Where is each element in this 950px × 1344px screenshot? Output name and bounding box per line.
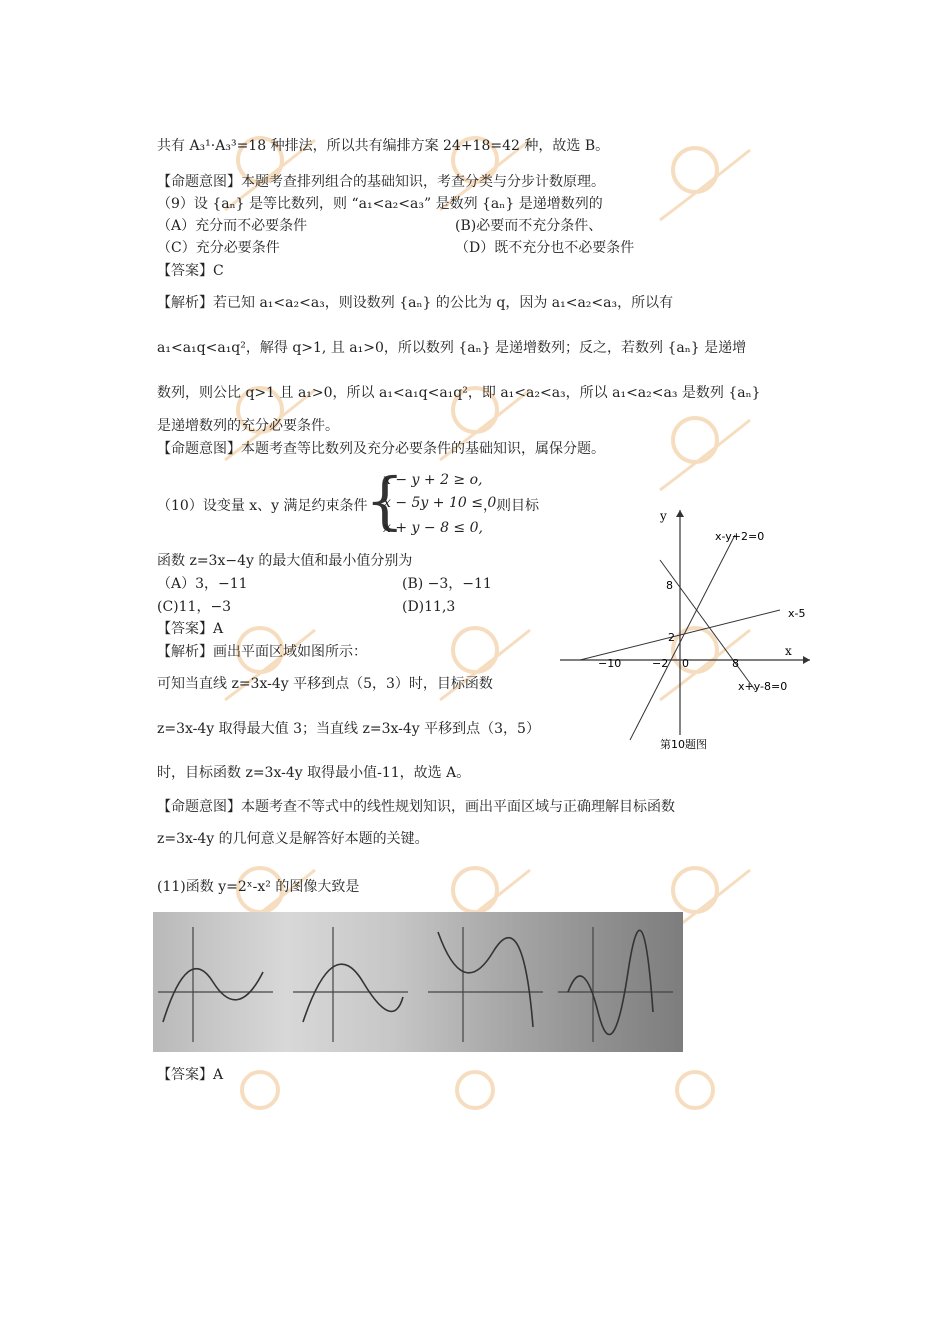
solution-line: 时，目标函数 z=3x-4y 取得最小值-11，故选 A。 <box>157 765 471 781</box>
question-10-tail: ，则目标 <box>483 498 539 514</box>
constraint-1: x − y + 2 ≥ o, <box>383 472 483 488</box>
watermark-logo <box>640 1060 770 1110</box>
solution-line: 【解析】若已知 a₁<a₂<a₃，则设数列 {aₙ} 的公比为 q，因为 a₁<a₂<a₃，所以有 <box>157 295 674 311</box>
q9-option-a: （A）充分而不必要条件 <box>157 218 308 234</box>
watermark-logo <box>420 610 550 720</box>
intent-line: 【命题意图】本题考查排列组合的基础知识，考查分类与分步计数原理。 <box>157 174 605 190</box>
solution-line: 可知当直线 z=3x-4y 平移到点（5，3）时，目标函数 <box>157 676 493 692</box>
choice-graph-d <box>553 912 683 1052</box>
watermark-logo <box>420 1060 550 1110</box>
text-line: 共有 A₃¹·A₃³=18 种排法，所以共有编排方案 24+18=42 种，故选 B。 <box>157 138 610 154</box>
intent-line: z=3x-4y 的几何意义是解答好本题的关键。 <box>157 831 429 847</box>
line2-label: x-5 <box>788 607 806 620</box>
intent-line: 【命题意图】本题考查不等式中的线性规划知识，画出平面区域与正确理解目标函数 <box>157 799 675 815</box>
line-x-y-minus-8 <box>660 560 755 690</box>
watermark-logo <box>205 1060 335 1110</box>
solution-line: z=3x-4y 取得最大值 3；当直线 z=3x-4y 平移到点（3，5） <box>157 721 540 737</box>
solution-line: 是递增数列的充分必要条件。 <box>157 418 339 434</box>
tick-x-8: 8 <box>732 657 739 670</box>
brace: { <box>365 464 405 537</box>
watermark-logo <box>640 400 770 510</box>
tick-x-neg10: −10 <box>598 657 622 670</box>
tick-x-neg2: −2 <box>652 657 669 670</box>
constraint-2: x − 5y + 10 ≤ 0, <box>383 495 501 511</box>
line1-label: x-y+2=0 <box>715 530 765 543</box>
watermark-logo <box>640 130 770 240</box>
choice-graphs-image <box>153 912 683 1052</box>
choice-graph-c <box>423 912 553 1052</box>
choice-graph-b <box>288 912 418 1052</box>
q9-option-c: （C）充分必要条件 <box>157 240 280 256</box>
q10-option-d: (D)11,3 <box>402 599 456 615</box>
watermark-logo <box>205 610 335 720</box>
constraint-3: x + y − 8 ≤ 0, <box>383 520 483 536</box>
q9-option-b: (B)必要而不充分条件、 <box>455 218 603 234</box>
answer-9: 【答案】C <box>157 263 224 279</box>
graph-caption: 第10题图 <box>660 738 707 751</box>
y-label: y <box>660 509 667 523</box>
q10-option-c: (C)11，−3 <box>157 599 232 615</box>
origin-label: 0 <box>682 657 689 670</box>
solution-line: 【解析】画出平面区域如图所示： <box>157 644 367 660</box>
choice-graph-a <box>153 912 283 1052</box>
answer-11: 【答案】A <box>157 1067 224 1083</box>
x-axis-arrow <box>803 656 810 664</box>
answer-10: 【答案】A <box>157 621 224 637</box>
q10-option-a: （A）3，−11 <box>157 576 248 592</box>
question-9: （9）设 {aₙ} 是等比数列，则 “a₁<a₂<a₃” 是数列 {aₙ} 是递增数列的 <box>157 196 603 212</box>
x-label: x <box>785 644 792 658</box>
line-x-y-plus-2 <box>630 535 735 740</box>
y-axis-arrow <box>676 510 684 517</box>
tick-y-8: 8 <box>666 579 673 592</box>
question-10: （10）设变量 x、y 满足约束条件 <box>157 498 368 514</box>
question-11: (11)函数 y=2ˣ-x² 的图像大致是 <box>157 879 360 895</box>
intent-line: 【命题意图】本题考查等比数列及充分必要条件的基础知识，属保分题。 <box>157 441 605 457</box>
tick-y-2: 2 <box>668 631 675 644</box>
q9-option-d: （D）既不充分也不必要条件 <box>455 240 635 256</box>
solution-line: 数列，则公比 q>1 且 a₁>0，所以 a₁<a₁q<a₁q²，即 a₁<a₂<a₃，所以 a₁<a₂<a₃ 是数列 {aₙ} <box>157 385 761 401</box>
line3-label: x+y-8=0 <box>738 680 788 693</box>
feasible-region-graph <box>560 505 820 755</box>
solution-line: a₁<a₁q<a₁q²，解得 q>1, 且 a₁>0，所以数列 {aₙ} 是递增数列；反之，若数列 {aₙ} 是递增 <box>157 340 747 356</box>
question-10-cont: 函数 z=3x−4y 的最大值和最小值分别为 <box>157 553 413 569</box>
q10-option-b: (B) −3，−11 <box>402 576 492 592</box>
